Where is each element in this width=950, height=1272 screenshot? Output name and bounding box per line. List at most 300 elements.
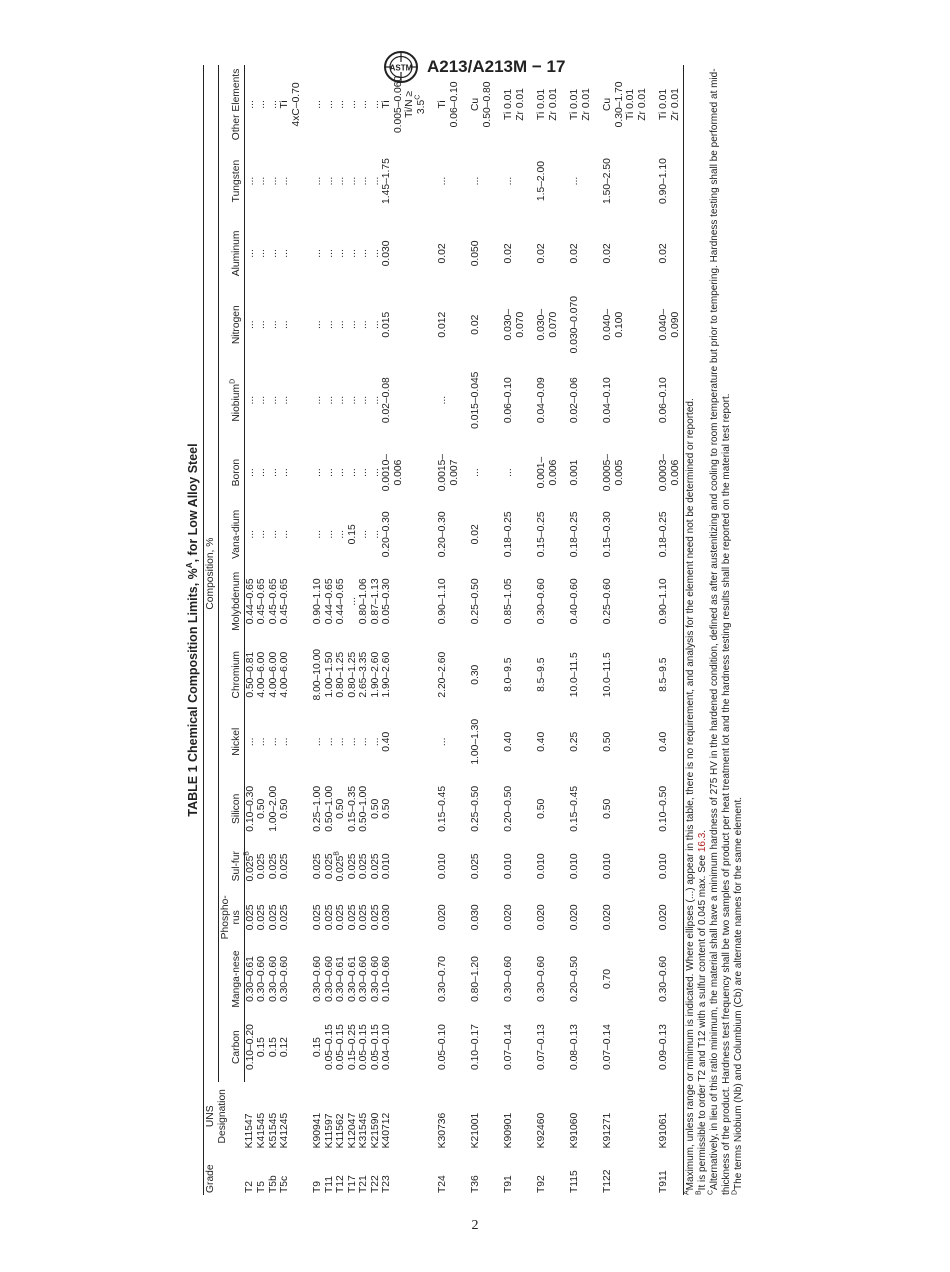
cell-tungsten: ... — [358, 176, 369, 186]
table-row — [536, 65, 569, 1195]
cell-other-elements: ... — [267, 100, 279, 109]
cell-tungsten: 0.90–1.10 — [658, 144, 684, 218]
cell-silicon: 0.25–0.50 — [470, 785, 481, 832]
cell-aluminum: ... — [335, 249, 346, 258]
cell-nitrogen: ... — [267, 320, 279, 329]
cell-nitrogen: 0.02 — [470, 314, 481, 335]
cell-aluminum: 0.02 — [569, 243, 580, 264]
cell-silicon: 0.50 — [256, 798, 267, 819]
cell-carbon: 0.07–0.14 — [602, 1024, 613, 1071]
cell-nickel: 0.40 — [503, 731, 514, 752]
cell-molybdenum: 0.90–1.10 — [658, 563, 684, 640]
cell-other-elements: Cu 0.50–0.80 — [470, 81, 493, 128]
cell-niobium: ... — [256, 395, 267, 405]
cell-nitrogen: ... — [256, 320, 267, 329]
cell-aluminum: 0.02 — [437, 243, 448, 264]
cell-tungsten: ... — [256, 176, 267, 186]
cell-nickel: ... — [335, 737, 346, 747]
table-row — [268, 65, 280, 1195]
table-row — [244, 65, 256, 1195]
cell-niobium: 0.06–0.10 — [503, 377, 514, 424]
cell-phosphorus: 0.020 — [536, 904, 547, 931]
footnote-d: $^D$The terms Niobium (Nb) and Columbium (Cb) are alternate names for the same element. — [731, 797, 744, 1195]
cell-carbon: 0.10–0.20 — [244, 1024, 256, 1071]
cell-nickel: ... — [279, 737, 290, 747]
cell-boron: ... — [279, 468, 290, 477]
cell-grade: T5b — [267, 1175, 279, 1193]
cell-phosphorus: 0.020 — [658, 889, 684, 946]
cell-niobium: ... — [437, 395, 448, 405]
cell-chromium: 4.00–6.00 — [279, 651, 290, 698]
cell-other-elements: Ti 0.01 Zr 0.01 — [536, 88, 559, 121]
cell-vanadium: 0.18–0.25 — [503, 511, 514, 558]
cell-nitrogen: ... — [323, 320, 335, 329]
cell-other-elements: Ti 0.01 Zr 0.01 — [569, 88, 592, 121]
cell-nitrogen: 0.040– 0.090 — [658, 289, 684, 361]
cell-uns: K91271 — [602, 1112, 613, 1149]
cell-carbon: 0.12 — [279, 1037, 290, 1058]
cell-silicon: 0.50 — [381, 798, 392, 819]
cell-carbon: 0.05–0.15 — [323, 1024, 335, 1071]
cell-vanadium: 0.02 — [470, 524, 481, 545]
cell-nitrogen: 0.040– 0.100 — [602, 308, 625, 341]
cell-grade: T2 — [244, 1180, 255, 1193]
cell-uns: K11547 — [244, 1113, 255, 1149]
cell-aluminum: ... — [256, 249, 267, 258]
cell-nitrogen: 0.030– 0.070 — [536, 308, 559, 341]
cell-other-elements: Ti 0.01 Zr 0.01 — [503, 88, 526, 121]
cell-phosphorus: 0.025 — [267, 904, 279, 931]
cell-uns: K31545 — [358, 1112, 369, 1149]
col-sulfur: Sul-fur — [218, 844, 244, 889]
cell-carbon: 0.08–0.13 — [569, 1024, 580, 1071]
cell-chromium: 4.00–6.00 — [256, 651, 267, 698]
cell-nitrogen: 0.015 — [381, 311, 392, 338]
col-nickel: Nickel — [218, 710, 244, 774]
cell-manganese: 0.30–0.60 — [256, 956, 267, 1002]
cell-phosphorus: 0.020 — [503, 904, 514, 931]
cell-tungsten: ... — [244, 176, 256, 186]
cell-silicon: 0.20–0.50 — [503, 785, 514, 832]
cell-boron: ... — [470, 468, 481, 477]
cell-niobium: 0.06–0.10 — [658, 361, 684, 440]
cell-sulfur: 0.010 — [437, 853, 448, 880]
cell-nitrogen: ... — [369, 320, 381, 329]
cell-chromium: 8.5–9.5 — [536, 657, 547, 692]
cell-other-elements: ... — [335, 100, 346, 109]
cell-vanadium: 0.18–0.25 — [658, 506, 684, 563]
cell-chromium: 8.5–9.5 — [658, 640, 684, 710]
cell-carbon: 0.07–0.14 — [503, 1024, 514, 1071]
svg-text:ASTM: ASTM — [389, 63, 413, 73]
cell-silicon: 0.15–0.35 — [346, 785, 358, 832]
cell-nickel: 0.40 — [658, 710, 684, 774]
table-row — [569, 65, 602, 1195]
cell-phosphorus: 0.020 — [569, 904, 580, 931]
cell-grade: T91 — [503, 1175, 514, 1193]
cell-vanadium: 0.20–0.30 — [381, 511, 392, 558]
cell-nickel: 0.40 — [381, 731, 392, 752]
col-chromium: Chromium — [218, 640, 244, 710]
cell-sulfur: 0.010 — [569, 853, 580, 880]
cell-grade: T5c — [279, 1175, 290, 1193]
cell-molybdenum: 0.80–1.06 — [358, 578, 369, 625]
cell-boron: ... — [358, 468, 369, 477]
cell-aluminum: 0.030 — [381, 240, 392, 267]
cell-chromium: 0.80–1.25 — [335, 651, 346, 698]
cell-niobium: ... — [346, 395, 358, 405]
rotated-table-area — [185, 65, 745, 1195]
cell-silicon: 0.50 — [602, 798, 613, 819]
cell-vanadium: ... — [267, 530, 279, 539]
cell-vanadium: 0.15–0.30 — [602, 511, 613, 558]
col-carbon: Carbon — [218, 1012, 244, 1082]
cell-tungsten: ... — [279, 176, 290, 186]
cell-tungsten: ... — [437, 176, 448, 186]
cell-tungsten: ... — [323, 176, 335, 186]
cell-nitrogen: ... — [346, 320, 358, 329]
cell-sulfur: $0.025^B$ — [333, 851, 346, 882]
cell-niobium: ... — [323, 395, 335, 405]
cell-aluminum: ... — [244, 249, 256, 258]
col-uns: UNS Designation — [204, 1082, 245, 1150]
cell-nitrogen: ... — [358, 320, 369, 329]
cell-manganese: 0.30–0.60 — [279, 956, 290, 1002]
cell-niobium: 0.02–0.08 — [381, 377, 392, 424]
cell-vanadium: 0.18–0.25 — [569, 511, 580, 558]
cell-vanadium: 0.20–0.30 — [437, 511, 448, 558]
cell-nitrogen: 0.030– 0.070 — [503, 308, 526, 341]
cell-boron: ... — [335, 468, 346, 477]
col-manganese: Manga-nese — [218, 946, 244, 1012]
cell-manganese: 0.30–0.70 — [437, 956, 448, 1002]
cell-sulfur: $0.025^B$ — [243, 851, 256, 882]
cell-niobium: ... — [267, 395, 279, 405]
cell-phosphorus: 0.030 — [470, 904, 481, 931]
cell-grade: T122 — [602, 1169, 613, 1193]
table-row — [370, 65, 382, 1195]
cell-nickel: ... — [256, 737, 267, 747]
cell-boron: 0.0003– 0.006 — [658, 440, 684, 506]
cell-nickel: ... — [369, 737, 381, 747]
cell-uns: K40712 — [381, 1112, 392, 1149]
table-row — [279, 65, 312, 1195]
cell-silicon: 0.15–0.45 — [437, 785, 448, 832]
cell-tungsten: ... — [312, 176, 323, 186]
cell-nickel: ... — [267, 737, 279, 747]
cell-boron: 0.001 — [569, 459, 580, 486]
cell-uns: K21001 — [470, 1112, 481, 1149]
cell-niobium: ... — [369, 395, 381, 405]
cell-phosphorus: 0.025 — [279, 904, 290, 931]
cell-sulfur: 0.025 — [470, 853, 481, 880]
col-silicon: Silicon — [218, 774, 244, 844]
cell-nitrogen: ... — [279, 320, 290, 329]
table-row — [470, 65, 503, 1195]
cell-molybdenum: 0.90–1.10 — [312, 578, 323, 625]
cell-aluminum: 0.02 — [503, 243, 514, 264]
table-row — [437, 65, 470, 1195]
table-row — [602, 65, 658, 1195]
cell-niobium: ... — [279, 395, 290, 405]
cell-molybdenum: 0.30–0.60 — [536, 578, 547, 625]
table-row — [658, 65, 684, 1195]
section-link[interactable]: 16.3 — [697, 832, 708, 853]
cell-manganese: 0.30–0.61 — [335, 956, 346, 1002]
cell-manganese: 0.10–0.60 — [381, 956, 392, 1002]
cell-manganese: 0.30–0.61 — [346, 956, 358, 1002]
cell-carbon: 0.05–0.10 — [437, 1024, 448, 1071]
cell-boron: 0.0015– 0.007 — [437, 453, 460, 492]
cell-uns: K12047 — [346, 1112, 358, 1149]
cell-nickel: ... — [358, 737, 369, 747]
cell-grade: T92 — [536, 1175, 547, 1193]
cell-grade: T12 — [335, 1175, 346, 1193]
footnote-b: $^B$It is permissible to order T2 and T12 with a sulfur content of 0.045 max. See 16.3. — [695, 829, 708, 1195]
cell-molybdenum: 0.45–0.65 — [256, 578, 267, 625]
cell-other-elements: ... — [244, 100, 256, 109]
cell-nickel: ... — [323, 737, 335, 747]
cell-aluminum: ... — [323, 249, 335, 258]
cell-sulfur: 0.010 — [503, 853, 514, 880]
cell-silicon: 0.50 — [369, 798, 381, 819]
cell-nickel: 0.50 — [602, 731, 613, 752]
cell-manganese: 0.30–0.60 — [323, 956, 335, 1002]
cell-aluminum: ... — [358, 249, 369, 258]
cell-manganese: 0.30–0.60 — [312, 956, 323, 1002]
table-title: TABLE 1 Chemical Composition Limits, %$^A$, for Low Alloy Steel — [184, 443, 200, 817]
cell-chromium: 8.00–10.00 — [312, 648, 323, 701]
cell-aluminum: ... — [346, 249, 358, 258]
cell-molybdenum: ... — [346, 597, 358, 606]
cell-vanadium: ... — [323, 530, 335, 539]
cell-grade: T36 — [470, 1175, 481, 1193]
cell-boron: ... — [244, 468, 256, 477]
table-row — [312, 65, 324, 1195]
cell-niobium: ... — [244, 395, 256, 405]
cell-aluminum: ... — [279, 249, 290, 258]
cell-manganese: 0.70 — [602, 969, 613, 990]
cell-phosphorus: 0.025 — [312, 904, 323, 931]
cell-chromium: 2.65–3.35 — [358, 651, 369, 698]
standard-designation: A213/A213M − 17 — [427, 57, 566, 76]
cell-carbon: 0.10–0.17 — [470, 1024, 481, 1071]
cell-molybdenum: 0.44–0.65 — [323, 578, 335, 625]
col-niobium: Niobium$^D$ — [218, 361, 244, 440]
cell-nitrogen: 0.012 — [437, 311, 448, 338]
cell-manganese: 0.30–0.60 — [358, 956, 369, 1002]
cell-molybdenum: 0.25–0.50 — [470, 578, 481, 625]
cell-nickel: ... — [346, 737, 358, 747]
cell-vanadium: ... — [279, 530, 290, 539]
cell-grade: T21 — [358, 1175, 369, 1193]
cell-other-elements: Ti 4xC–0.70 — [279, 82, 302, 127]
cell-other-elements: ... — [256, 100, 267, 109]
cell-tungsten: ... — [267, 176, 279, 186]
cell-grade: T115 — [569, 1170, 580, 1193]
cell-boron: 0.0010– 0.006 — [381, 453, 404, 492]
cell-molybdenum: 0.87–1.13 — [369, 578, 381, 625]
table-row — [358, 65, 370, 1195]
cell-chromium: 2.20–2.60 — [437, 651, 448, 698]
cell-carbon: 0.09–0.13 — [658, 1012, 684, 1082]
cell-chromium: 4.00–6.00 — [267, 651, 279, 698]
cell-grade: T11 — [323, 1176, 335, 1193]
cell-other-elements: ... — [358, 100, 369, 109]
col-molybdenum: Molybdenum — [218, 563, 244, 640]
cell-silicon: 0.10–0.50 — [658, 774, 684, 844]
cell-molybdenum: 0.40–0.60 — [569, 578, 580, 625]
cell-tungsten: ... — [335, 176, 346, 186]
cell-tungsten: 1.45–1.75 — [381, 158, 392, 204]
col-nitrogen: Nitrogen — [218, 289, 244, 361]
cell-carbon: 0.15 — [267, 1037, 279, 1058]
cell-silicon: 0.50 — [279, 798, 290, 819]
cell-phosphorus: 0.025 — [256, 904, 267, 931]
cell-sulfur: 0.025 — [267, 853, 279, 880]
cell-phosphorus: 0.025 — [358, 904, 369, 931]
cell-sulfur: 0.025 — [358, 853, 369, 880]
cell-chromium: 0.80–1.25 — [346, 651, 358, 698]
cell-manganese: 0.30–0.60 — [536, 956, 547, 1002]
col-aluminum: Aluminum — [218, 218, 244, 288]
cell-niobium: ... — [312, 395, 323, 405]
cell-carbon: 0.04–0.10 — [381, 1024, 392, 1071]
cell-silicon: 0.50–1.00 — [323, 785, 335, 832]
cell-boron: ... — [323, 468, 335, 477]
cell-sulfur: 0.025 — [312, 853, 323, 880]
cell-grade: T911 — [658, 1150, 684, 1195]
page-number: 2 — [471, 1218, 479, 1233]
cell-nickel: ... — [312, 737, 323, 747]
cell-uns: K21590 — [369, 1112, 381, 1149]
cell-phosphorus: 0.025 — [244, 904, 256, 931]
cell-boron: ... — [312, 468, 323, 477]
cell-chromium: 10.0–11.5 — [602, 652, 613, 698]
cell-phosphorus: 0.025 — [335, 904, 346, 931]
cell-molybdenum: 0.45–0.65 — [267, 578, 279, 625]
cell-manganese: 0.30–0.60 — [503, 956, 514, 1002]
cell-sulfur: 0.010 — [658, 844, 684, 889]
cell-boron: 0.001– 0.006 — [536, 456, 559, 489]
cell-silicon: 0.50 — [536, 798, 547, 819]
cell-grade: T22 — [369, 1175, 381, 1193]
table-row — [503, 65, 536, 1195]
cell-silicon: 0.15–0.45 — [569, 785, 580, 832]
cell-tungsten: ... — [346, 176, 358, 186]
cell-niobium: 0.015–0.045 — [470, 371, 481, 429]
cell-niobium: 0.04–0.09 — [536, 377, 547, 424]
cell-manganese: 0.30–0.60 — [369, 956, 381, 1002]
cell-manganese: 0.30–0.60 — [267, 956, 279, 1002]
cell-other-elements: Ti 0.06–0.10 — [437, 81, 460, 128]
cell-sulfur: 0.025 — [256, 853, 267, 880]
cell-chromium: 1.90–2.60 — [369, 651, 381, 698]
table-row — [256, 65, 268, 1195]
cell-uns: K90941 — [312, 1112, 323, 1149]
cell-vanadium: ... — [244, 530, 256, 539]
table-row — [324, 65, 336, 1195]
cell-aluminum: 0.02 — [536, 243, 547, 264]
cell-grade: T24 — [437, 1175, 448, 1193]
cell-uns: K51545 — [267, 1112, 279, 1149]
cell-manganese: 0.80–1.20 — [470, 956, 481, 1002]
cell-vanadium: 0.15–0.25 — [536, 511, 547, 558]
cell-nitrogen: 0.030–0.070 — [569, 296, 580, 354]
cell-nickel: 0.25 — [569, 731, 580, 752]
cell-nitrogen: ... — [244, 320, 256, 329]
cell-nickel: 0.40 — [536, 731, 547, 752]
cell-sulfur: 0.025 — [346, 853, 358, 880]
cell-aluminum: ... — [312, 249, 323, 258]
cell-tungsten: 1.5–2.00 — [536, 161, 547, 202]
cell-vanadium: ... — [358, 530, 369, 539]
cell-vanadium: ... — [312, 530, 323, 539]
cell-niobium: 0.02–0.06 — [569, 377, 580, 424]
cell-niobium: ... — [358, 395, 369, 405]
cell-uns: K41245 — [279, 1112, 290, 1149]
cell-molybdenum: 0.05–0.30 — [381, 578, 392, 625]
cell-chromium: 8.0–9.5 — [503, 657, 514, 692]
cell-carbon: 0.05–0.15 — [358, 1024, 369, 1071]
col-other-elements: Other Elements — [218, 65, 244, 144]
table-footnotes — [685, 65, 745, 1195]
cell-manganese: 0.30–0.61 — [244, 956, 256, 1002]
cell-tungsten: ... — [470, 176, 481, 186]
cell-silicon: 0.25–1.00 — [312, 785, 323, 832]
cell-phosphorus: 0.025 — [323, 904, 335, 931]
cell-carbon: 0.15–0.25 — [346, 1024, 358, 1071]
cell-manganese: 0.30–0.60 — [658, 946, 684, 1012]
composition-header: Composition, % — [204, 65, 219, 1082]
col-tungsten: Tungsten — [218, 144, 244, 218]
cell-chromium: 0.30 — [470, 664, 481, 685]
cell-carbon: 0.15 — [256, 1037, 267, 1058]
cell-carbon: 0.15 — [312, 1037, 323, 1058]
cell-boron: ... — [503, 468, 514, 477]
footnote-c: $^C$Alternatively, in lieu of this ratio minimum, the material shall have a minimum hardness of 275 HV in the hardened condition, defined as after austenitizing and cooling to room temperature but prior to tempering. Hardness testing shall be performed at mid-thickness of the product. Hardness test frequency shall be two samples of product per heat treatment lot and the hardness testing results shall be reported on the material test report. — [707, 68, 732, 1195]
cell-sulfur: 0.010 — [536, 853, 547, 880]
cell-sulfur: 0.010 — [381, 853, 392, 880]
cell-aluminum: ... — [369, 249, 381, 258]
cell-molybdenum: 0.85–1.05 — [503, 578, 514, 625]
cell-phosphorus: 0.020 — [602, 904, 613, 931]
cell-nitrogen: ... — [312, 320, 323, 329]
cell-grade: T5 — [256, 1180, 267, 1193]
cell-tungsten: 1.50–2.50 — [602, 158, 613, 204]
cell-nitrogen: ... — [335, 320, 346, 329]
cell-silicon: 0.50 — [335, 798, 346, 819]
cell-vanadium: ... — [256, 530, 267, 539]
cell-sulfur: 0.010 — [602, 853, 613, 880]
cell-other-elements: Cu 0.30–1.70 Ti 0.01 Zr 0.01 — [602, 81, 648, 128]
cell-chromium: 1.90–2.60 — [381, 651, 392, 698]
cell-uns: K90901 — [503, 1112, 514, 1149]
cell-sulfur: 0.025 — [369, 853, 381, 880]
cell-carbon: 0.05–0.15 — [335, 1024, 346, 1071]
cell-nickel: ... — [437, 737, 448, 747]
composition-table — [203, 65, 684, 1195]
cell-boron: ... — [369, 468, 381, 477]
cell-aluminum: 0.02 — [602, 243, 613, 264]
cell-molybdenum: 0.45–0.65 — [279, 578, 290, 625]
table-row — [347, 65, 359, 1195]
cell-uns: K92460 — [536, 1112, 547, 1149]
cell-molybdenum: 0.25–0.60 — [602, 578, 613, 625]
cell-other-elements: ... — [323, 100, 335, 109]
col-boron: Boron — [218, 440, 244, 506]
cell-sulfur: 0.025 — [323, 853, 335, 880]
